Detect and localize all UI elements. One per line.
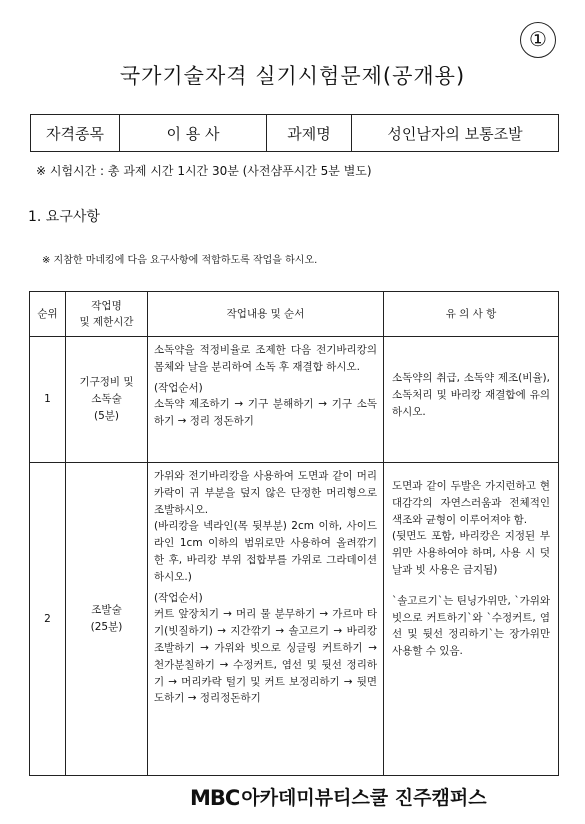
task-value: 성인남자의 보통조발	[352, 115, 559, 152]
row2-order-steps: 커트 앞장치기 → 머리 물 분무하기 → 가르마 타기(빗질하기) → 지간깎기 → 솔고르기 → 바리캉 조발하기 → 가위와 빗으로 싱글링 커트하기 → 천가분칠하기 → 수정커트, 염선 및 뒷선 정리하기 → 머리카락 털기 및 커트 보정리하기 → 뒷면도하기 → 정리정돈하기	[154, 608, 377, 705]
qualification-value: 이 용 사	[120, 115, 267, 152]
page-number: ①	[520, 22, 556, 58]
row1-caution	[384, 337, 559, 463]
qualification-label: 자격종목	[31, 115, 120, 152]
row2-caution	[384, 463, 559, 776]
footer-brand	[190, 786, 487, 810]
row2-order: 2	[30, 463, 66, 776]
row2-caution-1: 도면과 같이 두발은 가지런하고 현대감각의 자연스러움과 전체적인 색조와 균형이 이루어져야 함.	[392, 480, 550, 526]
page-title: 국가기술자격 실기시험문제(공개용)	[119, 64, 466, 88]
row1-task-line3: (5분)	[93, 409, 120, 422]
header-caution: 유 의 사 항	[384, 292, 559, 337]
header-task-line2: 및 제한시간	[79, 316, 134, 328]
table-header-row	[30, 292, 559, 337]
row1-content	[148, 337, 384, 463]
row2-caution-3: `솔고르기`는 틴닝가위만, `가위와 빗으로 커트하기`와 `수정커트, 염선 및 뒷선 정리하기`는 장가위만 사용할 수 있음.	[392, 594, 550, 658]
exam-time-note: ※ 시험시간 : 총 과제 시간 1시간 30분 (사전샴푸시간 5분 별도)	[36, 164, 372, 178]
requirements-table	[29, 291, 559, 776]
instruction-note: ※ 지참한 마네킹에 다음 요구사항에 적합하도록 작업을 하시오.	[42, 255, 318, 266]
campus-name: 아카데미뷰티스쿨 진주캠퍼스	[241, 787, 487, 809]
row2-content-detail: (바리캉을 넥라인(목 뒷부분) 2cm 이하, 사이드 라인 1cm 이하의 범위로만 사용하여 올려깎기 한 후, 바리캉 부위 접합부를 가위로 그라데이션하시오.)	[154, 520, 377, 583]
row2-caution-2: (뒷면도 포함, 바리캉은 지정된 부위만 사용하여야 하며, 사용 시 덧날과 빗 사용은 금지됨)	[392, 530, 550, 576]
row2-content-main: 가위와 전기바리캉을 사용하여 도면과 같이 머리카락이 귀 부분을 덮지 않은 단정한 머리형으로 조발하시오.	[154, 470, 377, 516]
row1-task	[66, 337, 148, 463]
header-task	[66, 292, 148, 337]
row2-task	[66, 463, 148, 776]
row1-caution-text: 소독약의 취급, 소독약 제조(비율), 소독처리 및 바리캉 재결합에 유의하시오.	[392, 372, 550, 418]
row2-content	[148, 463, 384, 776]
row2-task-line2: (25분)	[90, 621, 123, 633]
row1-order: 1	[30, 337, 66, 463]
table-row	[30, 337, 559, 463]
header-order: 순위	[30, 292, 66, 337]
header-task-line1: 작업명	[91, 299, 122, 312]
task-label: 과제명	[267, 115, 352, 152]
header-content: 작업내용 및 순서	[148, 292, 384, 337]
row1-content-main: 소독약을 적정비율로 조제한 다음 전기바리캉의 몸체와 날을 분리하여 소독 후 재결합 하시오.	[154, 344, 377, 373]
mbc-logo-text: MBC	[190, 786, 240, 810]
row1-order-steps: 소독약 제조하기 → 기구 분해하기 → 기구 소독하기 → 정리 정돈하기	[154, 398, 377, 428]
row1-order-label: (작업순서)	[154, 381, 203, 394]
row1-task-line1: 기구정비 및	[79, 376, 134, 389]
section-title: 1. 요구사항	[28, 209, 100, 225]
exam-info-table	[30, 114, 559, 152]
row2-task-line1: 조발술	[91, 604, 122, 617]
row1-task-line2: 소독술	[91, 393, 122, 406]
mbc-logo	[190, 787, 239, 809]
row2-order-label: (작업순서)	[154, 591, 203, 604]
table-row	[30, 463, 559, 776]
